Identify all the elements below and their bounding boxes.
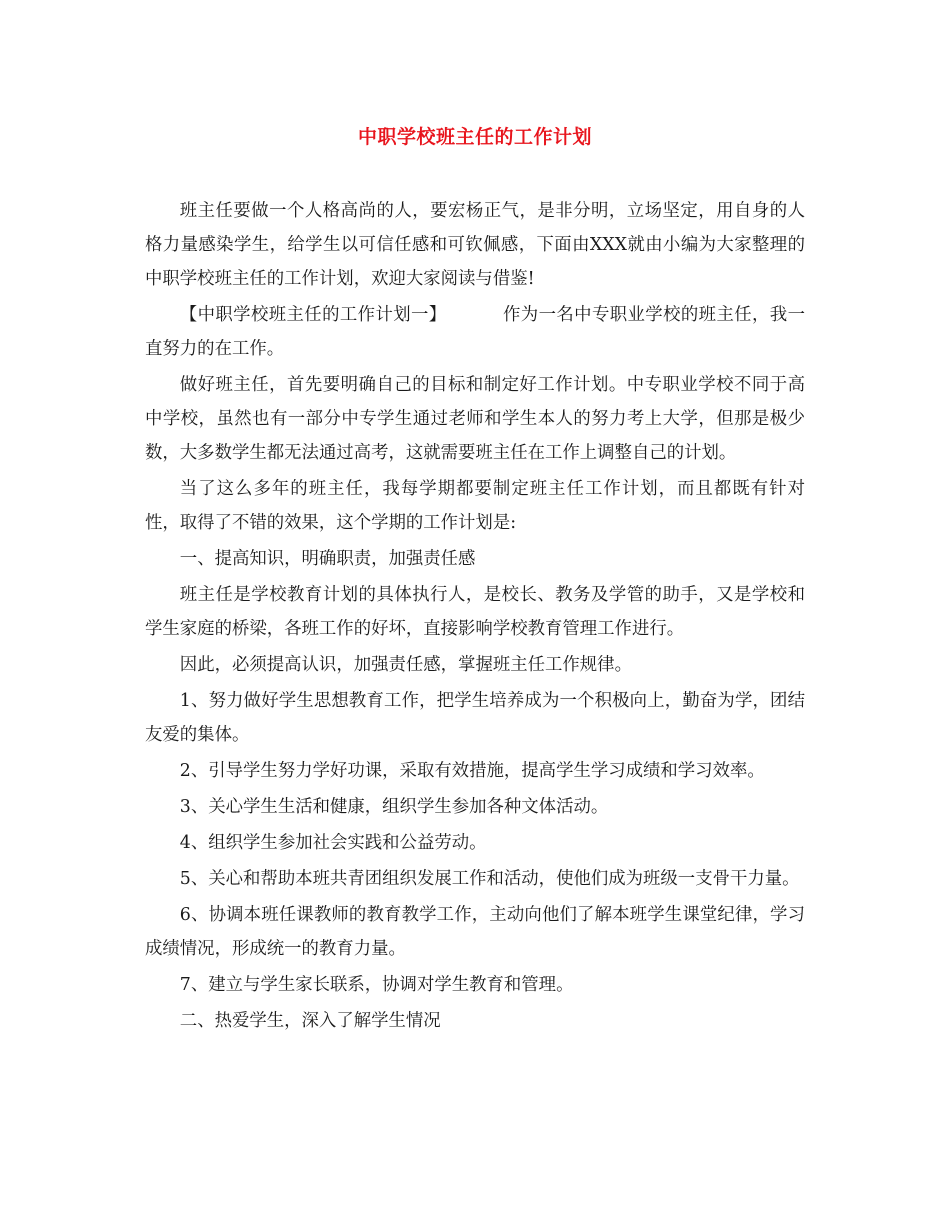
heading-one: 一、提高知识，明确职责，加强责任感 <box>179 549 476 569</box>
paragraph-goal: 做好班主任，首先要明确自己的目标和制定好工作计划。中专职业学校不同于高中学校，虽然也有一部分中专学生通过老师和学生本人的努力考上大学，但那是极少数，大多数学生都无法通过高考，这就需要班主任在工作上调整自己的计划。 <box>145 375 805 463</box>
list-item-2: 2、引导学生努力学好功课，采取有效措施，提高学生学习成绩和学习效率。 <box>179 761 765 781</box>
section-intro: 作为一名中专职业学校的班主任，我一直努力的在工作。 <box>145 305 805 359</box>
list-item-3: 3、关心学生生活和健康，组织学生参加各种文体活动。 <box>179 797 609 817</box>
paragraph-experience: 当了这么多年的班主任，我每学期都要制定班主任工作计划，而且都既有针对性，取得了不错的效果，这个学期的工作计划是: <box>145 479 805 533</box>
list-item-6: 6、协调本班任课教师的教育教学工作，主动向他们了解本班学生课堂纪律，学习成绩情况，形成统一的教育力量。 <box>145 905 805 959</box>
paragraph-therefore: 因此，必须提高认识，加强责任感，掌握班主任工作规律。 <box>179 655 632 675</box>
section-heading: 【中职学校班主任的工作计划一】 <box>179 305 447 325</box>
paragraph-section-heading <box>145 298 805 366</box>
document-body <box>145 194 805 1040</box>
heading-two: 二、热爱学生，深入了解学生情况 <box>179 1011 441 1031</box>
list-item-4: 4、组织学生参加社会实践和公益劳动。 <box>179 833 487 853</box>
list-item-7: 7、建立与学生家长联系，协调对学生教育和管理。 <box>179 975 574 995</box>
document-title: 中职学校班主任的工作计划 <box>357 126 592 148</box>
paragraph-intro: 班主任要做一个人格高尚的人，要宏杨正气，是非分明，立场坚定，用自身的人格力量感染学生，给学生以可信任感和可钦佩感，下面由XXX就由小编为大家整理的中职学校班主任的工作计划，欢迎大家阅读与借鉴! <box>145 201 805 289</box>
list-item-5: 5、关心和帮助本班共青团组织发展工作和活动，使他们成为班级一支骨干力量。 <box>179 869 800 889</box>
list-item-1: 1、努力做好学生思想教育工作，把学生培养成为一个积极向上，勤奋为学，团结友爱的集体。 <box>145 691 805 745</box>
paragraph-role: 班主任是学校教育计划的具体执行人，是校长、教务及学管的助手，又是学校和学生家庭的桥梁，各班工作的好坏，直接影响学校教育管理工作进行。 <box>145 585 805 639</box>
